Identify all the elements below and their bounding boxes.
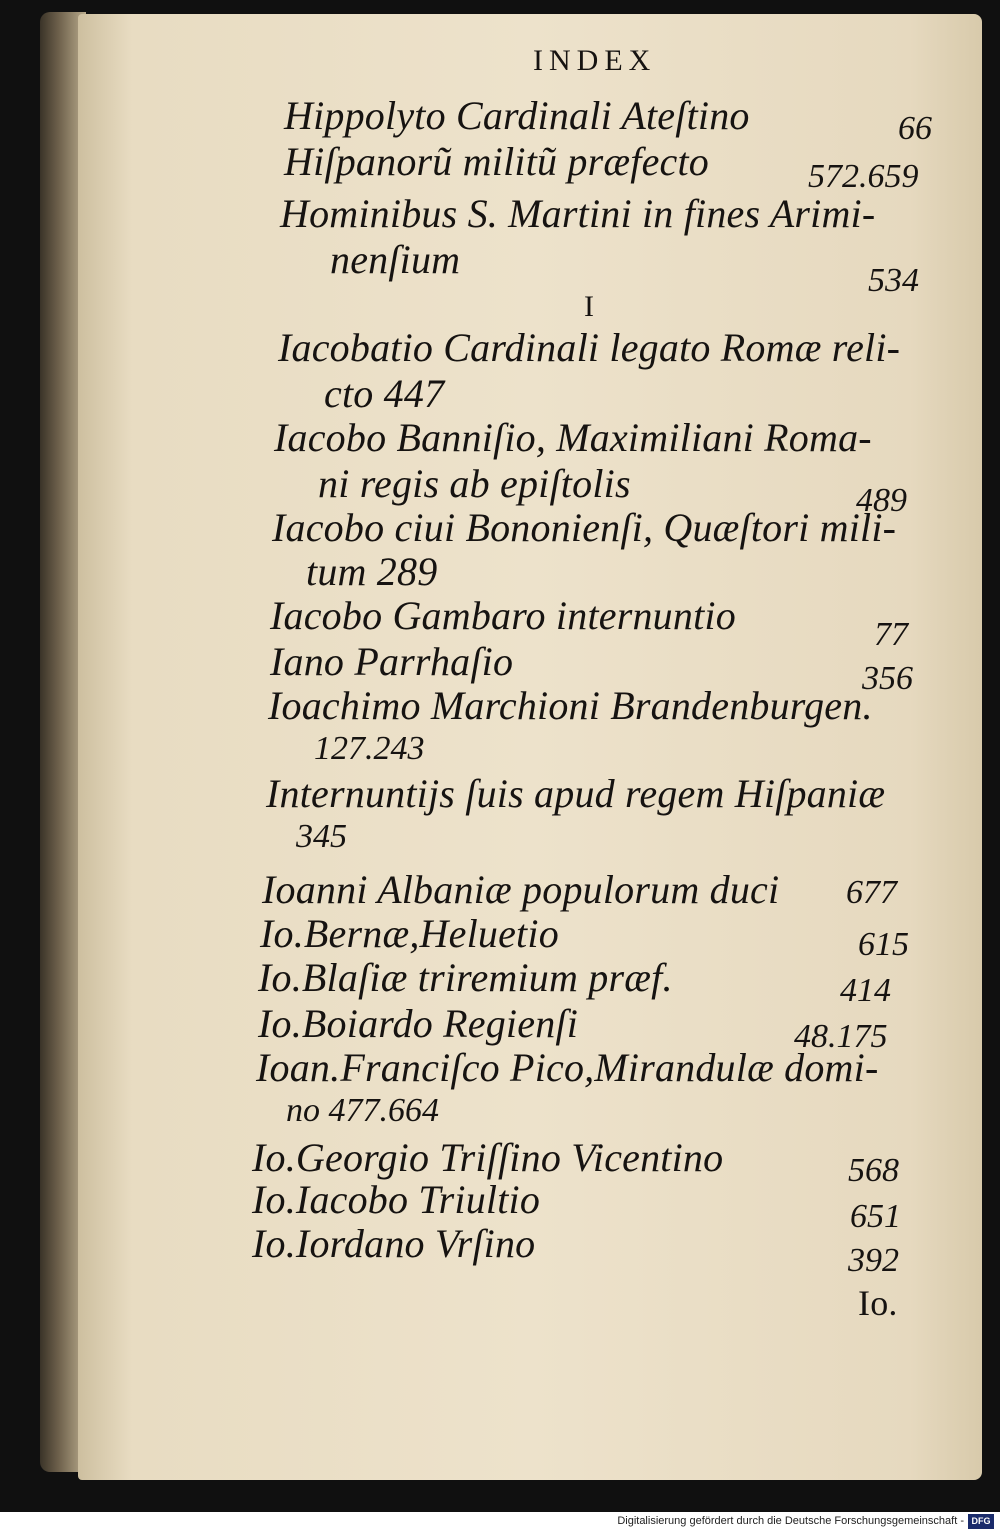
index-entry: Iacobatio Cardinali legato Romæ reli- [278,325,901,370]
index-entry: Ioan.Franciſco Pico,Mirandulæ domi- [256,1045,879,1090]
index-entry: Io.Blaſiæ triremium præf. [258,955,673,1000]
entry-page-number: 392 [848,1242,899,1279]
entry-page-number: 534 [868,262,919,299]
footer-bar [0,1512,1000,1532]
entry-page-number: 651 [850,1198,901,1235]
index-entry: Internuntijs ſuis apud regem Hiſpaniæ [266,771,886,816]
entry-page-number: 48.175 [794,1018,888,1055]
index-entry: Hominibus S. Martini in fines Arimi- [280,191,876,236]
entry-page-number: 572.659 [808,158,919,195]
index-entry: Io.Bernæ,Heluetio [260,911,559,956]
entry-page-number: 77 [874,616,908,653]
index-entry: Iacobo ciui Bononienſi, Quæſtori mili- [272,505,897,550]
index-entry: Iano Parrhaſio [270,639,514,684]
entry-page-number: 489 [856,482,907,519]
index-entry: Hippolyto Cardinali Ateſtino [284,93,750,138]
index-entry: Io.Georgio Triſſino Vicentino [252,1135,724,1180]
index-entry: Iacobo Gambaro internuntio [270,593,736,638]
index-entry: Hiſpanorũ militũ præfecto [284,139,709,184]
index-entry: Ioanni Albaniæ populorum duci [262,867,780,912]
footer-credit: Digitalisierung gefördert durch die Deutsche Forschungsgemeinschaft - [617,1515,964,1527]
index-entry: Ioachimo Marchioni Brandenburgen. [268,683,873,728]
index-entry-continuation: cto 447 [324,371,445,416]
book-page [78,14,982,1480]
index-entry-continuation: ni regis ab epiſtolis [318,461,631,506]
index-entry: Io.Boiardo Regienſi [258,1001,579,1046]
catchword: Io. [858,1283,898,1323]
index-entry: Io.Iordano Vrſino [252,1221,536,1266]
entry-page-number: 66 [898,110,932,147]
section-letter: I [584,290,595,323]
index-entry: Io.Iacobo Triultio [252,1177,541,1222]
entry-page-number: 677 [846,874,897,911]
index-entry-continuation: 345 [296,818,347,855]
index-entry: Iacobo Banniſio, Maximiliani Roma- [274,415,872,460]
entry-page-number: 568 [848,1152,899,1189]
index-entry-continuation: nenſium [330,237,461,282]
entry-page-number: 356 [862,660,913,697]
page-title: INDEX [533,44,657,77]
index-entry-continuation: 127.243 [314,730,425,767]
dfg-logo-icon: DFG [968,1514,994,1529]
entry-page-number: 615 [858,926,909,963]
entry-page-number: 414 [840,972,891,1009]
index-entry-continuation: tum 289 [306,549,438,594]
index-entry-continuation: no 477.664 [286,1092,439,1129]
